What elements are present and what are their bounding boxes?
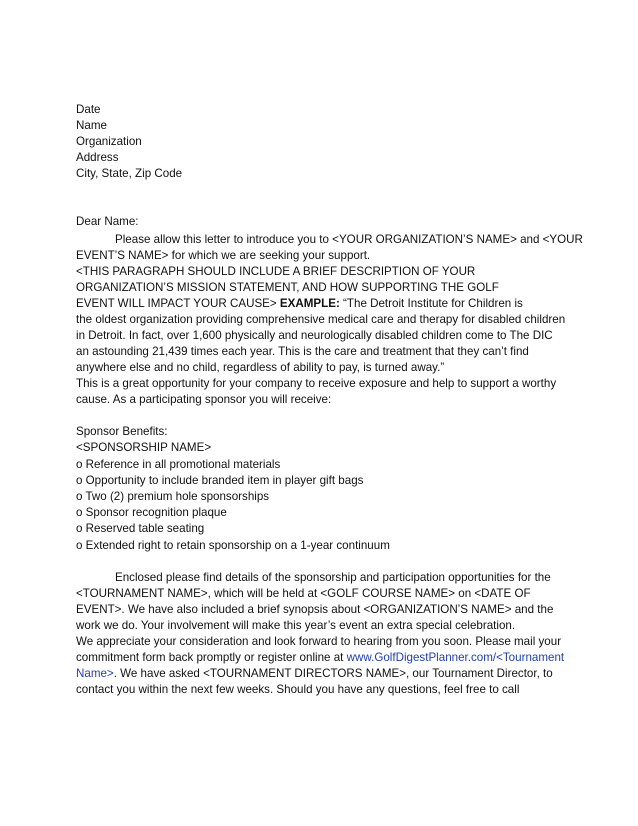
mission-line-3 bbox=[76, 296, 523, 312]
name-line: Name bbox=[76, 119, 107, 132]
benefit-item: o Extended right to retain sponsorship on a 1-year continuum bbox=[76, 539, 390, 552]
mission-line-3-post: “The Detroit Institute for Children is bbox=[339, 297, 523, 310]
mission-line-2: ORGANIZATION’S MISSION STATEMENT, AND HOW SUPPORTING THE GOLF bbox=[76, 281, 499, 294]
benefit-item: o Reference in all promotional materials bbox=[76, 458, 281, 471]
opportunity-line-1: This is a great opportunity for your company to receive exposure and help to support a worthy bbox=[76, 377, 557, 390]
salutation: Dear Name: bbox=[76, 215, 139, 228]
sponsorship-name: <SPONSORSHIP NAME> bbox=[76, 441, 212, 454]
benefit-item: o Reserved table seating bbox=[76, 522, 205, 535]
registration-link-continued[interactable]: Name> bbox=[76, 667, 114, 680]
mission-line-5: in Detroit. In fact, over 1,600 physically and neurologically disabled children come to The DIC bbox=[76, 329, 553, 342]
registration-link[interactable]: www.GolfDigestPlanner.com/<Tournament bbox=[346, 651, 565, 664]
enclosed-line-6 bbox=[76, 650, 564, 666]
organization-line: Organization bbox=[76, 135, 142, 148]
intro-line-1: Please allow this letter to introduce you to <YOUR ORGANIZATION’S NAME> and <YOUR bbox=[115, 233, 583, 246]
benefits-heading: Sponsor Benefits: bbox=[76, 425, 168, 438]
enclosed-line-6-pre: commitment form back promptly or register online at bbox=[76, 651, 347, 664]
example-label: EXAMPLE: bbox=[279, 297, 340, 310]
enclosed-line-7-post: . We have asked <TOURNAMENT DIRECTORS NAME>, our Tournament Director, to bbox=[113, 667, 553, 680]
benefit-item: o Sponsor recognition plaque bbox=[76, 506, 227, 519]
date-line: Date bbox=[76, 103, 101, 116]
enclosed-line-4: work we do. Your involvement will make this year’s event an extra special celebration. bbox=[76, 619, 516, 632]
mission-line-3-pre: EVENT WILL IMPACT YOUR CAUSE> bbox=[76, 297, 280, 310]
opportunity-line-2: cause. As a participating sponsor you will receive: bbox=[76, 393, 332, 406]
mission-line-7: anywhere else and no child, regardless of ability to pay, is turned away.” bbox=[76, 361, 445, 374]
mission-line-1: <THIS PARAGRAPH SHOULD INCLUDE A BRIEF DESCRIPTION OF YOUR bbox=[76, 265, 476, 278]
mission-line-4: the oldest organization providing comprehensive medical care and therapy for disabled children bbox=[76, 313, 566, 326]
enclosed-line-7 bbox=[76, 666, 553, 682]
benefit-item: o Two (2) premium hole sponsorships bbox=[76, 490, 270, 503]
enclosed-line-1: Enclosed please find details of the sponsorship and participation opportunities for the bbox=[115, 571, 551, 584]
benefit-item: o Opportunity to include branded item in player gift bags bbox=[76, 474, 364, 487]
enclosed-line-3: EVENT>. We have also included a brief synopsis about <ORGANIZATION’S NAME> and the bbox=[76, 603, 554, 616]
intro-line-2: EVENT’S NAME> for which we are seeking your support. bbox=[76, 249, 371, 262]
enclosed-line-5: We appreciate your consideration and look forward to hearing from you soon. Please mail your bbox=[76, 635, 562, 648]
enclosed-line-2: <TOURNAMENT NAME>, which will be held at <GOLF COURSE NAME> on <DATE OF bbox=[76, 587, 531, 600]
enclosed-line-8: contact you within the next few weeks. Should you have any questions, feel free to call bbox=[76, 683, 520, 696]
address-line: Address bbox=[76, 151, 119, 164]
city-state-zip-line: City, State, Zip Code bbox=[76, 167, 183, 180]
mission-line-6: an astounding 21,439 times each year. This is the care and treatment that they can’t find bbox=[76, 345, 529, 358]
